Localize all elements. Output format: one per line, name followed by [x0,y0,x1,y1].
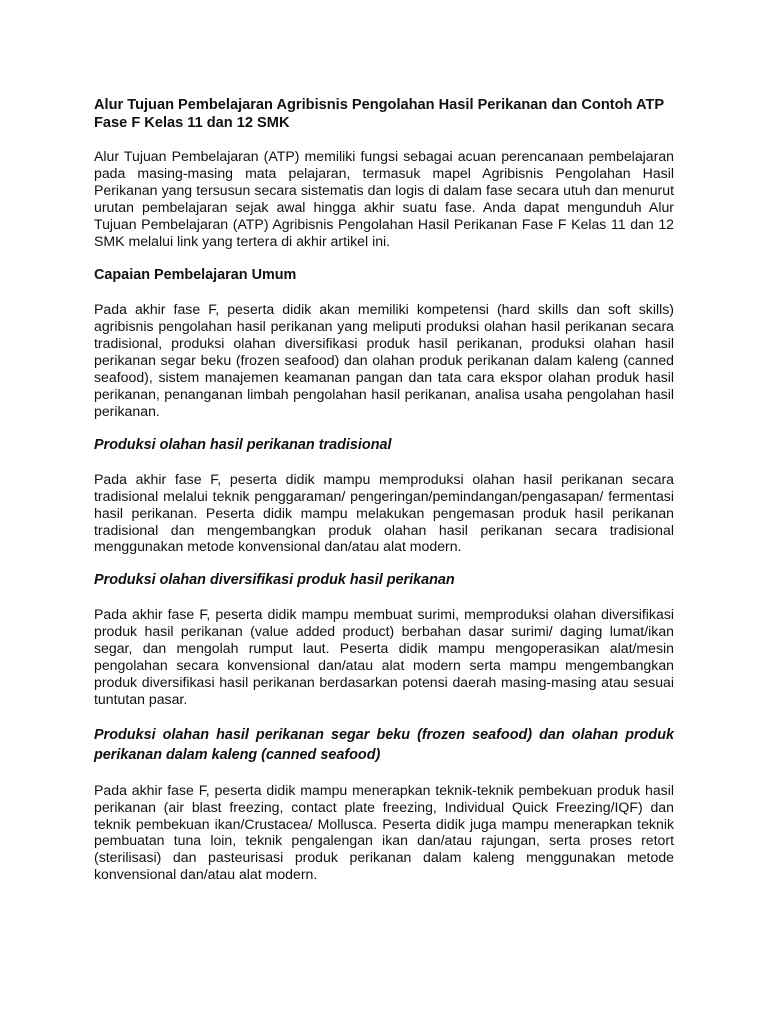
heading-diversification: Produksi olahan diversifikasi produk hasil perikanan [94,572,455,589]
general-outcomes-paragraph: Pada akhir fase F, peserta didik akan memiliki kompetensi (hard skills dan soft skills) agribisnis pengolahan hasil perikanan yang meliputi produksi olahan hasil perikanan secara tradisional, produksi olahan diversifikasi produk hasil perikanan, produksi olahan hasil perikanan segar beku (frozen seafood) dan olahan produk perikanan dalam kaleng (canned seafood), sistem manajemen keamanan pangan dan tata cara ekspor olahan produk hasil perikanan, penanganan limbah pengolahan hasil perikanan, analisa usaha pengolahan hasil perikanan. [94,301,674,419]
frozen-canned-paragraph: Pada akhir fase F, peserta didik mampu menerapkan teknik-teknik pembekuan produk hasil perikanan (air blast freezing, contact plate freezing, Individual Quick Freezing/IQF) dan teknik pembekuan ikan/Crustacea/ Mollusca. Peserta didik juga mampu menerapkan teknik pembuatan tuna loin, teknik pengalengan ikan dan/atau rajungan, serta proses retort (sterilisasi) dan pasteurisasi produk perikanan dalam kaleng menggunakan metode konvensional dan/atau alat modern. [94,781,674,883]
traditional-production-paragraph: Pada akhir fase F, peserta didik mampu memproduksi olahan hasil perikanan secara tradisional melalui teknik penggaraman/ pengeringan/pemindangan/pengasapan/ fermentasi hasil perikanan. Peserta didik mampu melakukan pengemasan produk hasil perikanan tradisional dan mengembangkan produk olahan hasil perikanan secara tradisional menggunakan metode konvensional dan/atau alat modern. [94,470,674,555]
document-title: Alur Tujuan Pembelajaran Agribisnis Pengolahan Hasil Perikanan dan Contoh ATP Fase F Kelas 11 dan 12 SMK [94,97,664,131]
heading-frozen-canned: Produksi olahan hasil perikanan segar beku (frozen seafood) dan olahan produk perikanan dalam kaleng (canned seafood) [94,726,674,763]
diversification-paragraph: Pada akhir fase F, peserta didik mampu membuat surimi, memproduksi olahan diversifikasi produk hasil perikanan (value added product) berbahan dasar surimi/ daging lumat/ikan segar, dan mengolah rumput laut. Peserta didik mampu mengoperasikan alat/mesin pengolahan secara konvensional dan/atau alat modern serta mampu mengembangkan produk diversifikasi hasil perikanan berdasarkan potensi daerah masing-masing atau sesuai tuntutan pasar. [94,606,674,707]
heading-traditional-production: Produksi olahan hasil perikanan tradisional [94,436,392,453]
heading-general-outcomes: Capaian Pembelajaran Umum [94,267,297,284]
document-page [94,97,674,900]
intro-paragraph: Alur Tujuan Pembelajaran (ATP) memiliki fungsi sebagai acuan perencanaan pembelajaran pada masing-masing mata pelajaran, termasuk mapel Agribisnis Pengolahan Hasil Perikanan yang tersusun secara sistematis dan logis di dalam fase secara utuh dan menurut urutan pembelajaran sejak awal hingga akhir suatu fase. Anda dapat mengunduh Alur Tujuan Pembelajaran (ATP) Agribisnis Pengolahan Hasil Perikanan Fase F Kelas 11 dan 12 SMK melalui link yang tertera di akhir artikel ini. [94,148,674,249]
